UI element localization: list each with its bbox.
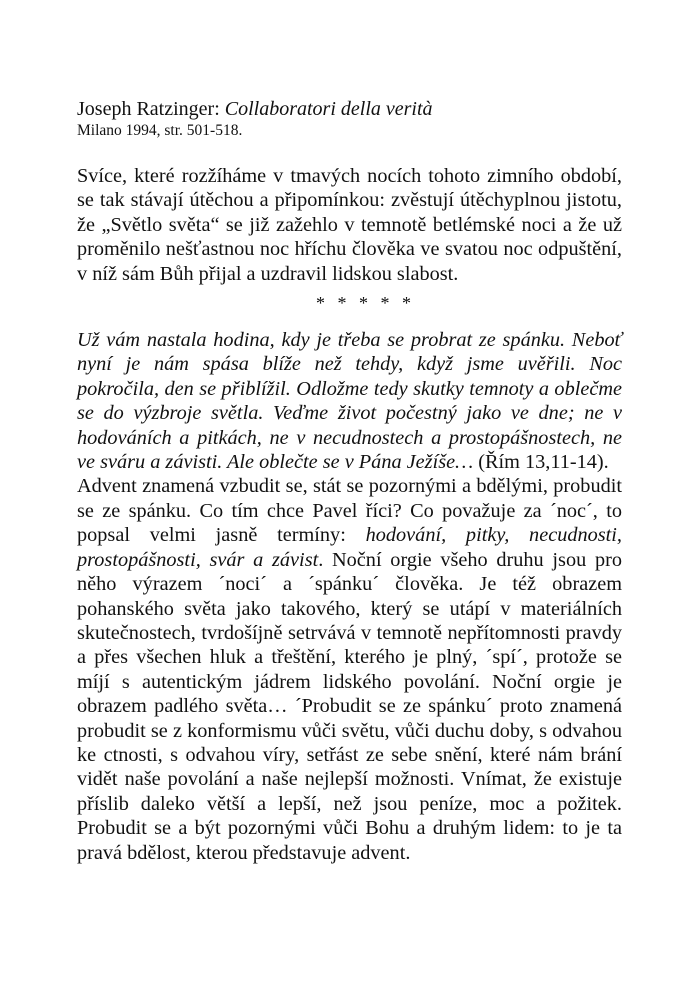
author-name: Joseph Ratzinger:: [77, 98, 225, 120]
scripture-text: Už vám nastala hodina, kdy je třeba se probrat ze spánku. Neboť nyní je nám spása blíže než tehdy, když jsme uvěřili. Noc pokročila, den se přiblížil. Odložme tedy skutky temnoty a oblečme se do výzbroje světla. Veďme život počestný jako ve dne; ne v hodováních a pitkách, ne v necudnostech a prostopášnostech, ne ve sváru a závisti. Ale oblečte se v Pána Ježíše…: [77, 329, 622, 474]
main-paragraph: [77, 474, 622, 865]
italic-terms: hodování, pitky, necudnosti, prostopášnosti, svár a závist: [77, 524, 623, 571]
document-page: [77, 97, 622, 865]
book-title: Collaboratori della verità: [224, 98, 433, 120]
document-title: [77, 97, 622, 121]
main-text-part1: Advent znamená vzbudit se, stát se pozornými a bdělými, probudit se ze spánku. Co tím chce Pavel říci? Co považuje za ´noc´, to popsal velmi jasně termíny:: [77, 475, 622, 547]
scripture-reference: (Řím 13,11-14).: [473, 451, 609, 474]
publication-info: Milano 1994, str. 501-518.: [77, 122, 243, 139]
main-text-part2: . Noční orgie všeho druhu jsou pro něho výrazem ´noci´ a ´spánku´ člověka. Je též obrazem pohanského světa jako takového, který se utápí v materiálních skutečnostech, tvrdošíjně setrvává v temnotě nepřítomnosti pravdy a přes všechen hluk a třeštění, kterého je plný, ´spí´, protože se míjí s autentickým jádrem lidského povolání. Noční orgie je obrazem padlého světa… ´Probudit se ze spánku´ proto znamená probudit se z konformismu vůči světu, vůči duchu doby, s odvahou ke ctnosti, s odvahou víry, setřást ze sebe snění, které nám brání vidět naše povolání a naše nejlepší možnosti. Vnímat, že existuje příslib daleko větší a lepší, než jsou peníze, moc a požitek. Probudit se a být pozornými vůči Bohu a druhým lidem: to je ta pravá bdělost, kterou představuje advent.: [77, 548, 622, 864]
scripture-quote: [77, 328, 622, 474]
section-separator: * * * * *: [316, 293, 411, 314]
intro-paragraph: Svíce, které rozžíháme v tmavých nocích tohoto zimního období, se tak stávají útěchou a připomínkou: zvěstují útěchyplnou jistotu, že „Světlo světa“ se již zažehlo v temnotě betlémské noci a že už proměnilo nešťastnou noc hříchu člověka ve svatou noc odpuštění, v níž sám Bůh přijal a uzdravil lidskou slabost.: [77, 165, 622, 285]
